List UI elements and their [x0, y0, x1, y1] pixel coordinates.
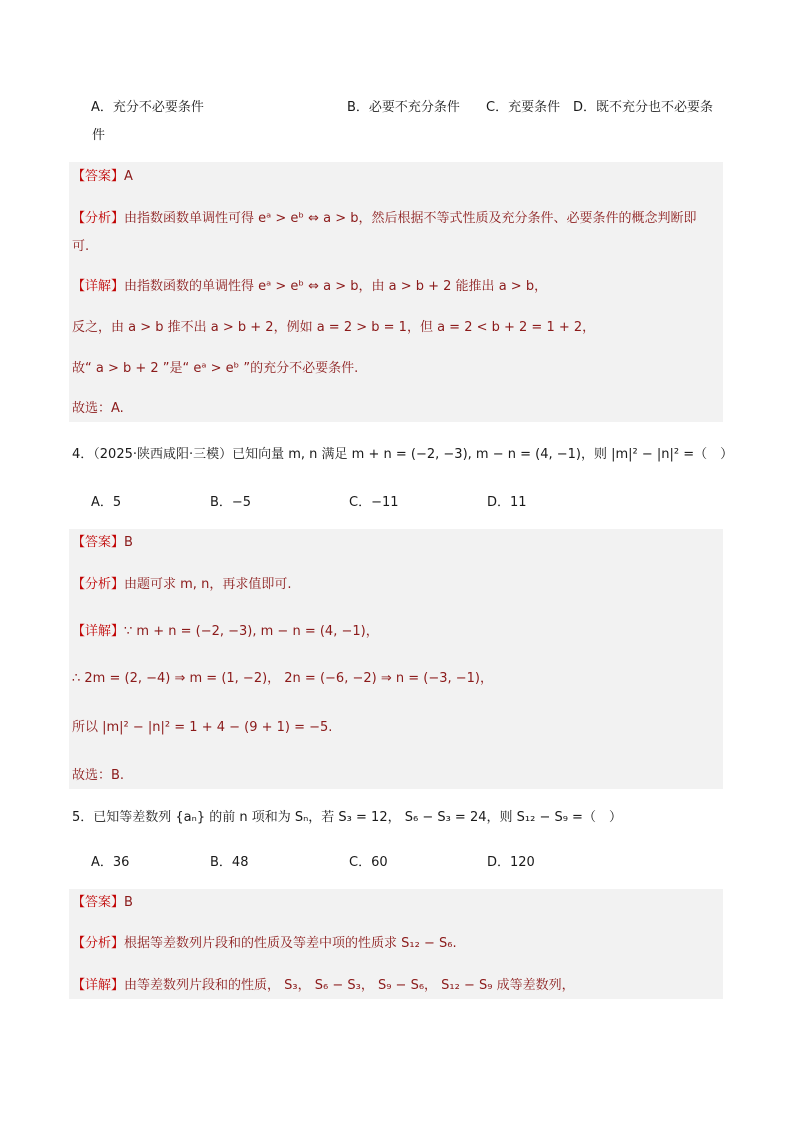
- q3-detail-line2: 反之，由 a > b 推不出 a > b + 2，例如 a = 2 > b = 1，但 a = 2 < b + 2 = 1 + 2，: [72, 320, 596, 335]
- q3-detail-line1: [72, 275, 547, 294]
- answer-value: B: [124, 535, 133, 550]
- analysis-tag: 【分析】: [72, 577, 125, 592]
- detail-text: ∵ m + n = (−2, −3), m − n = (4, −1)，: [124, 624, 379, 639]
- answer-value: B: [124, 895, 133, 910]
- q3-choice: 故选：A.: [72, 401, 124, 416]
- q3-option-c: C．充要条件: [486, 100, 561, 115]
- analysis-text: 根据等差数列片段和的性质及等差中项的性质求 S₁₂ − S₆.: [124, 936, 457, 951]
- q5-detail-line1: [72, 974, 575, 993]
- q5-option-a: A．36: [91, 855, 130, 870]
- q3-option-d: D．既不充分也不必要条: [573, 100, 714, 115]
- q4-detail-line3: 所以 |m|² − |n|² = 1 + 4 − (9 + 1) = −5.: [72, 720, 333, 735]
- q4-option-d: D．11: [487, 495, 527, 510]
- detail-text: 由等差数列片段和的性质， S₃， S₆ − S₃， S₉ − S₆， S₁₂ − S₉ 成等差数列，: [124, 978, 575, 993]
- q4-option-a: A．5: [91, 495, 122, 510]
- detail-text: 由指数函数的单调性得 eᵃ > eᵇ ⇔ a > b，由 a > b + 2 能推出 a > b，: [124, 279, 548, 294]
- q3-option-b: B．必要不充分条件: [347, 100, 460, 115]
- q3-analysis-line2: 可.: [72, 239, 90, 254]
- answer-tag: 【答案】: [72, 895, 125, 910]
- q5-analysis: [72, 932, 457, 951]
- q3-analysis-line1: [72, 207, 697, 226]
- answer-tag: 【答案】: [72, 169, 125, 184]
- analysis-text: 由题可求 m, n，再求值即可.: [124, 577, 292, 592]
- q4-detail-line2: ∴ 2m = (2, −4) ⇒ m = (1, −2)， 2n = (−6, −2) ⇒ n = (−3, −1)，: [72, 671, 493, 686]
- q5-option-d: D．120: [487, 855, 535, 870]
- q3-detail-line3: 故“ a > b + 2 ”是“ eᵃ > eᵇ ”的充分不必要条件.: [72, 361, 359, 376]
- q4-choice: 故选：B.: [72, 768, 125, 783]
- answer-value: A: [124, 169, 133, 184]
- analysis-tag: 【分析】: [72, 211, 125, 226]
- detail-tag: 【详解】: [72, 978, 125, 993]
- analysis-text: 由指数函数单调性可得 eᵃ > eᵇ ⇔ a > b，然后根据不等式性质及充分条件、必要条件的概念判断即: [124, 211, 697, 226]
- q4-stem: 4．（2025·陕西咸阳·三模）已知向量 m, n 满足 m + n = (−2, −3), m − n = (4, −1)，则 |m|² − |n|² =（ ）: [72, 447, 734, 462]
- analysis-tag: 【分析】: [72, 936, 125, 951]
- q4-analysis: [72, 573, 291, 592]
- q5-option-c: C．60: [349, 855, 388, 870]
- q4-option-b: B．−5: [210, 495, 252, 510]
- q4-option-c: C．−11: [349, 495, 399, 510]
- detail-tag: 【详解】: [72, 279, 125, 294]
- q5-stem: 5．已知等差数列 {aₙ} 的前 n 项和为 Sₙ，若 S₃ = 12， S₆ − S₃ = 24，则 S₁₂ − S₉ =（ ）: [72, 810, 622, 825]
- detail-tag: 【详解】: [72, 624, 125, 639]
- q5-option-b: B．48: [210, 855, 249, 870]
- q3-answer: [72, 165, 133, 184]
- q3-option-d-wrap: 件: [92, 128, 106, 143]
- q5-answer: [72, 891, 133, 910]
- q3-option-a: A．充分不必要条件: [91, 100, 204, 115]
- answer-tag: 【答案】: [72, 535, 125, 550]
- q4-solution-block: [69, 529, 723, 789]
- q4-detail-line1: [72, 620, 379, 639]
- q4-answer: [72, 531, 133, 550]
